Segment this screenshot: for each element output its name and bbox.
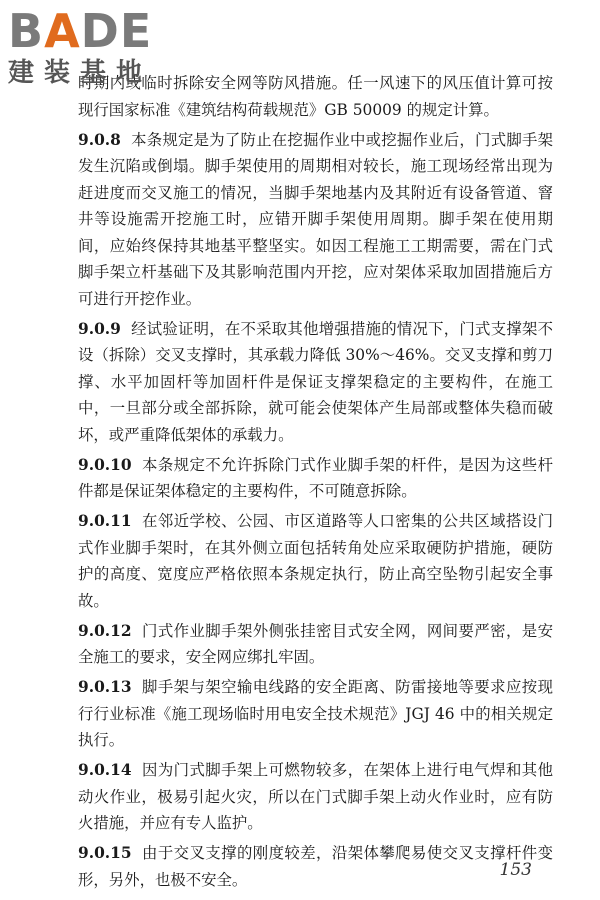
clause-number: 9.0.13: [78, 678, 132, 696]
clause-number: 9.0.12: [78, 621, 132, 640]
paragraph-text: 脚手架与架空输电线路的安全距离、防雷接地等要求应按现行行业标准《施工现场临时用电安全技术规范》JGJ 46 中的相关规定执行。: [78, 678, 553, 749]
document-body: [78, 70, 553, 897]
clause-number: 9.0.14: [78, 761, 132, 779]
paragraph-9-0-12: [78, 618, 553, 671]
clause-number: 9.0.9: [78, 319, 121, 338]
clause-number: 9.0.8: [78, 130, 121, 149]
paragraph-9-0-14: [78, 757, 553, 837]
paragraph-text: 门式作业脚手架外侧张挂密目式安全网，网间要严密，是安全施工的要求，安全网应绑扎牢固。: [78, 621, 553, 666]
paragraph-9-0-13: [78, 674, 553, 754]
logo-subtitle: 建装基地: [8, 58, 153, 88]
paragraph-text: 在邻近学校、公园、市区道路等人口密集的公共区域搭设门式作业脚手架时，在其外侧立面包括转角处应采取硬防护措施，硬防护的高度、宽度应严格依照本条规定执行，防止高空坠物引起安全事故。: [78, 512, 553, 610]
paragraph-text: 本条规定是为了防止在挖掘作业中或挖掘作业后，门式脚手架发生沉陷或倒塌。脚手架使用的周期相对较长，施工现场经常出现为赶进度而交叉施工的情况，当脚手架地基内及其附近有设备管道、窨井等设施需开挖施工时，应错开脚手架使用周期。脚手架在使用期间，应始终保持其地基平整坚实。如因工程施工工期需要，需在门式脚手架立杆基础下及其影响范围内开挖，应对架体采取加固措施后方可进行开挖作业。: [78, 130, 553, 308]
paragraph-text: 由于交叉支撑的刚度较差，沿架体攀爬易使交叉支撑杆件变形，另外，也极不安全。: [78, 844, 553, 889]
paragraph-9-0-11: [78, 508, 553, 614]
page-number: 153: [499, 860, 532, 880]
clause-number: 9.0.10: [78, 455, 132, 474]
paragraph-9-0-8: [78, 127, 553, 313]
paragraph-9-0-15: [78, 840, 553, 893]
logo-letter-a: A: [44, 4, 81, 58]
clause-number: 9.0.11: [78, 512, 132, 530]
paragraph-text: 时期内或临时拆除安全网等防风措施。任一风速下的风压值计算可按现行国家标准《建筑结构荷载规范》GB 50009 的规定计算。: [78, 74, 553, 119]
paragraph-text: 因为门式脚手架上可燃物较多，在架体上进行电气焊和其他动火作业，极易引起火灾，所以在门式脚手架上动火作业时，应有防火措施，并应有专人监护。: [78, 761, 553, 832]
logo-letter-b: B: [8, 4, 45, 58]
paragraph-9-0-10: [78, 452, 553, 505]
logo-letters-de: DE: [80, 4, 153, 58]
paragraph-text: 经试验证明，在不采取其他增强措施的情况下，门式支撑架不设（拆除）交叉支撑时，其承载力降低 30%～46%。交叉支撑和剪刀撑、水平加固杆等加固杆件是保证支撑架稳定的主要构件，在施工中，一旦部分或全部拆除，就可能会使架体产生局部或整体失稳而破坏，或严重降低架体的承载力。: [78, 319, 553, 444]
paragraph-9-0-9: [78, 316, 553, 449]
bade-logo: [8, 6, 188, 88]
clause-number: 9.0.15: [78, 844, 132, 862]
paragraph-text: 本条规定不允许拆除门式作业脚手架的杆件，是因为这些杆件都是保证架体稳定的主要构件，不可随意拆除。: [78, 455, 553, 500]
logo-wordmark: [8, 6, 188, 56]
